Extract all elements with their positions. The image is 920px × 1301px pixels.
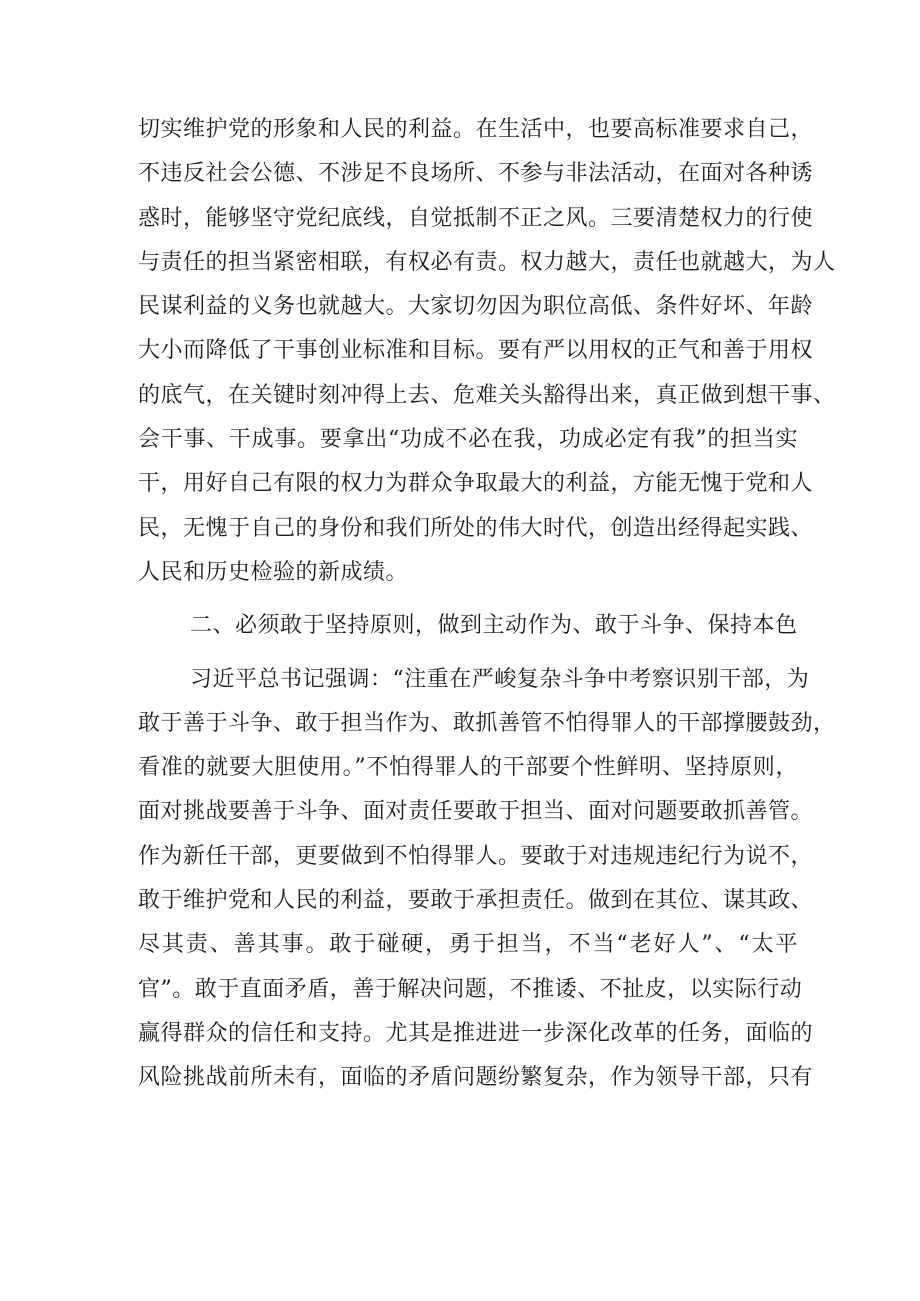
paragraph-1-line-9: 干，用好自己有限的权力为群众争取最大的利益，方能无愧于党和人: [138, 471, 814, 497]
document-body: [138, 108, 836, 1101]
paragraph-2-line-10: 风险挑战前所未有，面临的矛盾问题纷繁复杂，作为领导干部，只有: [138, 1065, 814, 1091]
paragraph-1-line-1: 切实维护党的形象和人民的利益。在生活中，也要高标准要求自己，: [138, 117, 814, 142]
section-heading-2: 二、必须敢于坚持原则，做到主动作为、敢于斗争、保持本色: [190, 613, 798, 639]
paragraph-1-line-6: 大小而降低了干事创业标准和目标。要有严以用权的正气和善于用权: [138, 338, 814, 364]
paragraph-2-line-5: 作为新任干部，更要做到不怕得罪人。要敢于对违规违纪行为说不，: [138, 843, 814, 869]
paragraph-2-line-8: 官”。敢于直面矛盾，善于解决问题，不推诿、不扯皮，以实际行动: [138, 976, 803, 1002]
paragraph-2-line-2: 敢于善于斗争、敢于担当作为、敢抓善管不怕得罪人的干部撑腰鼓劲，: [138, 710, 836, 736]
paragraph-1-line-2: 不违反社会公德、不涉足不良场所、不参与非法活动，在面对各种诱: [138, 161, 814, 187]
paragraph-1-line-10: 民，无愧于自己的身份和我们所处的伟大时代，创造出经得起实践、: [138, 515, 814, 541]
paragraph-2-line-6: 敢于维护党和人民的利益，要敢于承担责任。做到在其位、谋其政、: [138, 888, 814, 914]
paragraph-1-line-5: 民谋利益的义务也就越大。大家切勿因为职位高低、条件好坏、年龄: [138, 294, 814, 320]
paragraph-gap: [138, 595, 798, 604]
paragraph-2-line-3: 看准的就要大胆使用。”不怕得罪人的干部要个性鲜明、坚持原则，: [138, 755, 798, 781]
paragraph-1-line-4: 与责任的担当紧密相联，有权必有责。权力越大，责任也就越大，为人: [138, 249, 836, 275]
paragraph-1-line-3: 惑时，能够坚守党纪底线，自觉抵制不正之风。三要清楚权力的行使: [138, 205, 814, 231]
paragraph-2-line-9: 赢得群众的信任和支持。尤其是推进进一步深化改革的任务，面临的: [138, 1020, 814, 1046]
paragraph-2-line-1: 习近平总书记强调：“注重在严峻复杂斗争中考察识别干部，为: [190, 666, 810, 692]
paragraph-1-line-7: 的底气，在关键时刻冲得上去、危难关头豁得出来，真正做到想干事、: [138, 382, 836, 408]
paragraph-1: [138, 108, 836, 595]
paragraph-2-line-4: 面对挑战要善于斗争、面对责任要敢于担当、面对问题要敢抓善管。: [138, 799, 814, 825]
paragraph-1-line-8: 会干事、干成事。要拿出“功成不必在我，功成必定有我”的担当实: [138, 427, 798, 453]
paragraph-2: [138, 658, 836, 1101]
paragraph-2-line-7: 尽其责、善其事。敢于碰硬，勇于担当，不当“老好人”、“太平: [138, 932, 798, 958]
paragraph-1-line-11: 人民和历史检验的新成绩。: [138, 559, 409, 585]
paragraph-gap: [138, 649, 798, 658]
